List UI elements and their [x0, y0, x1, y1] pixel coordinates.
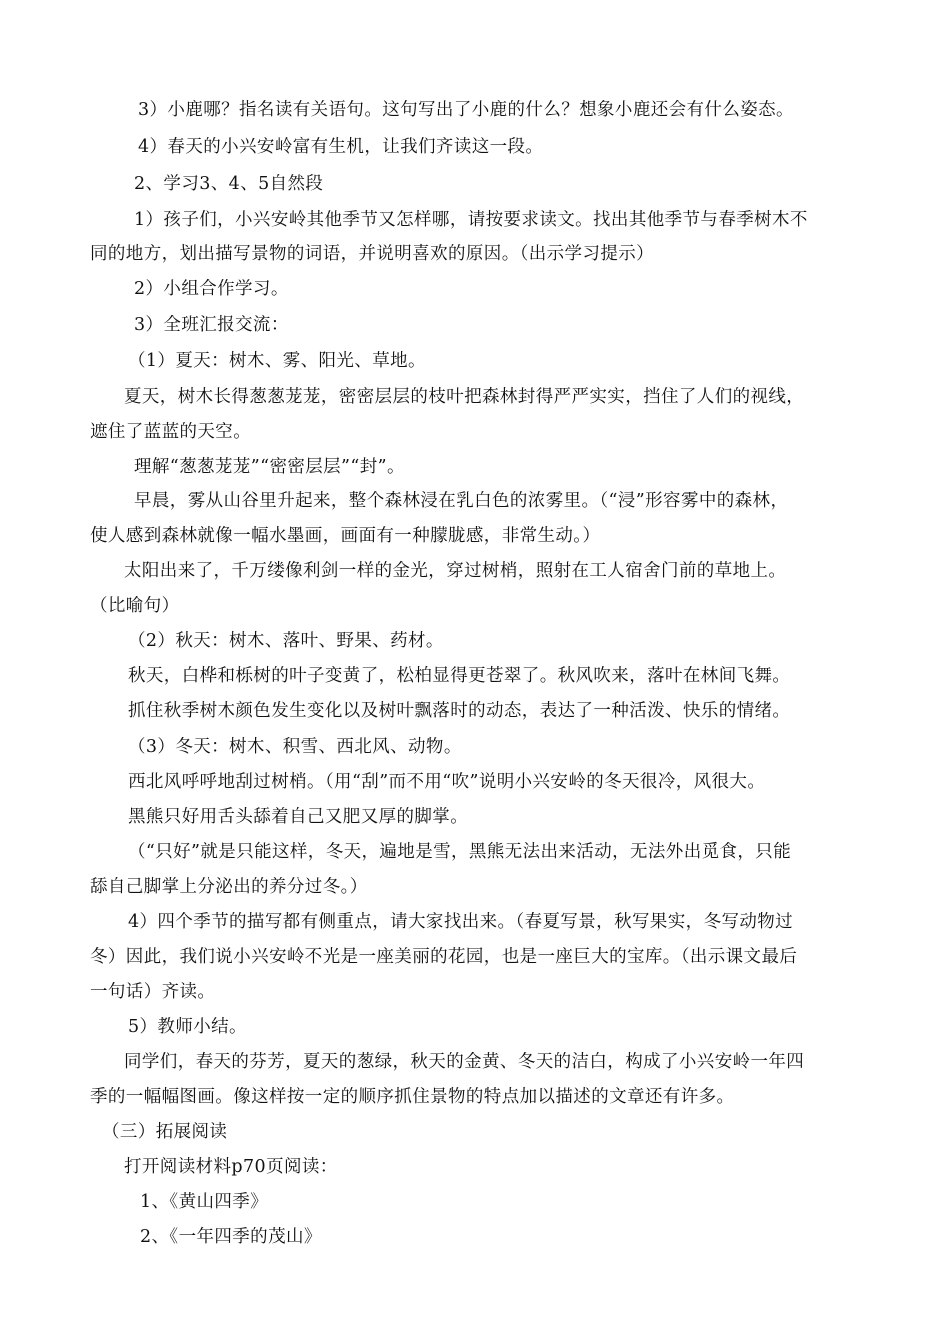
text-line: 夏天，树木长得葱葱茏茏，密密层层的枝叶把森林封得严严实实，挡住了人们的视线， [124, 387, 805, 407]
text-line: （比喻句） [90, 596, 180, 616]
text-line: 同的地方，划出描写景物的词语，并说明喜欢的原因。（出示学习提示） [90, 244, 655, 264]
text-line: 黑熊只好用舌头舔着自己又肥又厚的脚掌。 [128, 807, 469, 827]
text-line: （3）冬天：树木、积雪、西北风、动物。 [128, 737, 462, 757]
text-line: 季的一幅幅图画。像这样按一定的顺序抓住景物的特点加以描述的文章还有许多。 [90, 1087, 735, 1107]
section-heading: （三）拓展阅读 [102, 1122, 228, 1142]
text-line: 2、学习3、4、5自然段 [134, 174, 324, 194]
text-line: 早晨，雾从山谷里升起来，整个森林浸在乳白色的浓雾里。（“浸”形容雾中的森林， [134, 491, 789, 511]
text-line: （“只好”就是只能这样，冬天，遍地是雪，黑熊无法出来活动，无法外出觅食，只能 [128, 842, 792, 862]
text-line: 抓住秋季树木颜色发生变化以及树叶飘落时的动态，表达了一种活泼、快乐的情绪。 [128, 701, 791, 721]
text-line: 冬）因此，我们说小兴安岭不光是一座美丽的花园，也是一座巨大的宝库。（出示课文最后 [90, 947, 798, 967]
text-line: （1）夏天：树木、雾、阳光、草地。 [128, 351, 426, 371]
text-line: 1）孩子们，小兴安岭其他季节又怎样哪，请按要求读文。找出其他季节与春季树木不 [134, 210, 808, 230]
text-line: 3）小鹿哪？指名读有关语句。这句写出了小鹿的什么？想象小鹿还会有什么姿态。 [138, 100, 794, 120]
text-line: 打开阅读材料p70页阅读： [124, 1157, 338, 1177]
text-line: 理解“葱葱茏茏”“密密层层”“封”。 [134, 457, 405, 477]
text-line: 太阳出来了，千万缕像利剑一样的金光，穿过树梢，照射在工人宿舍门前的草地上。 [124, 561, 787, 581]
text-line: 同学们，春天的芬芳，夏天的葱绿，秋天的金黄、冬天的洁白，构成了小兴安岭一年四 [124, 1052, 805, 1072]
list-item: 2、《一年四季的茂山》 [140, 1227, 322, 1247]
text-line: （2）秋天：树木、落叶、野果、药材。 [128, 631, 444, 651]
text-line: 3）全班汇报交流： [134, 315, 289, 335]
text-line: 秋天，白桦和栎树的叶子变黄了，松柏显得更苍翠了。秋风吹来，落叶在林间飞舞。 [128, 666, 791, 686]
text-line: 西北风呼呼地刮过树梢。（用“刮”而不用“吹”说明小兴安岭的冬天很冷，风很大。 [128, 772, 766, 792]
text-line: 2）小组合作学习。 [134, 279, 289, 299]
list-item: 1、《黄山四季》 [140, 1192, 269, 1212]
text-line: 一句话）齐读。 [90, 982, 216, 1002]
text-line: 5）教师小结。 [128, 1017, 247, 1037]
text-line: 4）春天的小兴安岭富有生机，让我们齐读这一段。 [138, 137, 544, 157]
text-line: 遮住了蓝蓝的天空。 [90, 422, 252, 442]
text-line: 4）四个季节的描写都有侧重点，请大家找出来。（春夏写景，秋写果实，冬写动物过 [128, 912, 794, 932]
text-line: 舔自己脚掌上分泌出的养分过冬。） [90, 877, 368, 897]
text-line: 使人感到森林就像一幅水墨画，画面有一种朦胧感，非常生动。） [90, 526, 601, 546]
